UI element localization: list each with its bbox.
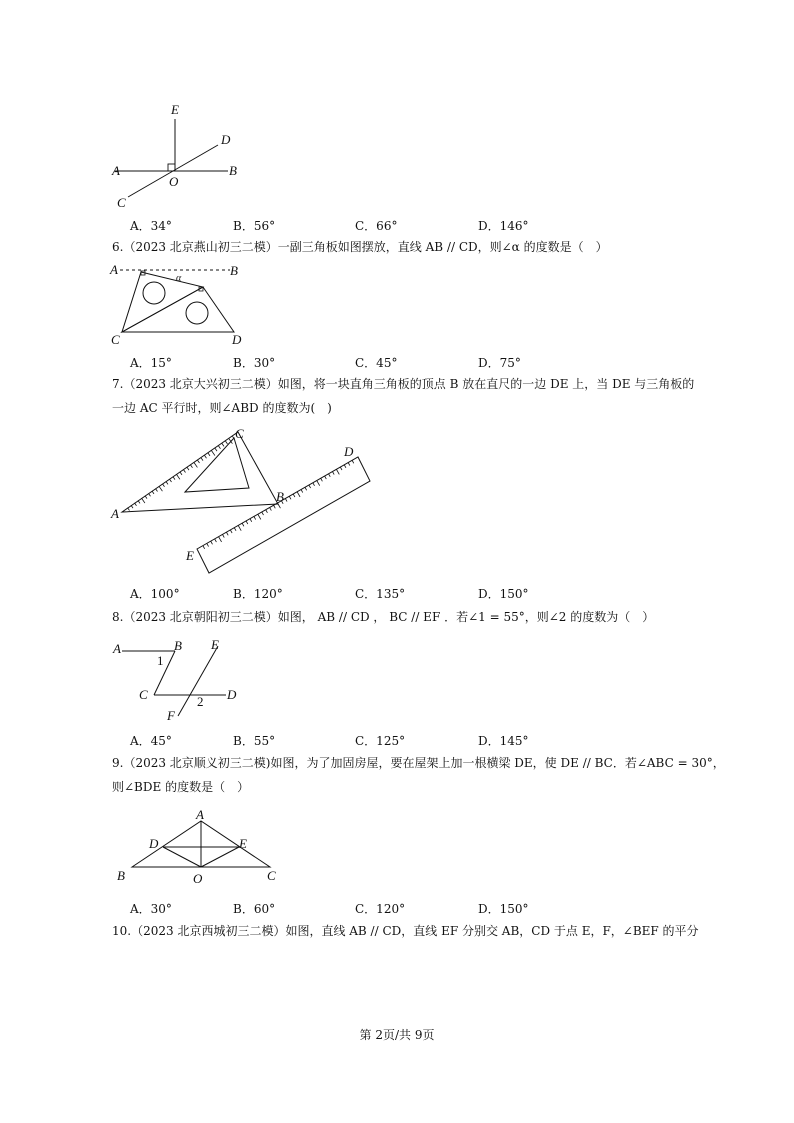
q7-triangle-tick — [184, 470, 186, 473]
q9-option-c[interactable]: C．120° — [355, 902, 406, 916]
q6-option-b[interactable]: B．30° — [233, 356, 276, 370]
q9-label-a: A — [196, 807, 204, 822]
q7-ruler-tick — [234, 528, 236, 531]
q7-ruler-tick — [348, 463, 350, 466]
q7-ruler-tick — [293, 494, 295, 497]
q7-ruler-tick — [329, 474, 331, 477]
q7-label-c: C — [235, 426, 244, 441]
q9-brace-eo — [201, 847, 239, 867]
q7-label-a: A — [111, 506, 119, 521]
q6-label-alpha: α — [176, 273, 182, 284]
q7-ruler-tick — [309, 485, 311, 488]
q7-ruler-tick — [317, 481, 320, 486]
q7-ruler-tick — [305, 487, 307, 490]
q7-triangle-tick — [159, 486, 162, 491]
q8-label-d: D — [227, 687, 237, 702]
q9-text-line-1: 9.（2023 北京顺义初三二模)如图，为了加固房屋，要在屋架上加一根横梁 DE，使 DE // BC．若∠ABC = 30°， — [112, 756, 725, 770]
q5-label-d: D — [221, 132, 231, 147]
q6-label-b: B — [230, 263, 238, 278]
q9-brace-do — [163, 847, 201, 867]
q7-ruler-tick — [340, 467, 342, 470]
q7-triangle-tick — [135, 503, 137, 506]
q7-ruler-tick — [258, 514, 261, 519]
q5-option-d[interactable]: D．146° — [478, 219, 529, 233]
q8-label-e: E — [211, 637, 219, 652]
q9-label-o: O — [193, 871, 203, 886]
q7-triangle-tick — [177, 474, 180, 479]
q7-triangle-tick — [219, 446, 221, 449]
q7-triangle-tick — [149, 493, 151, 496]
q7-triangle-ticks — [128, 436, 235, 510]
q5-label-e: E — [171, 102, 179, 117]
q7-ruler-tick — [238, 526, 241, 531]
q7-text-line-2: 一边 AC 平行时，则∠ABD 的度数为( ) — [112, 401, 332, 415]
q8-option-c[interactable]: C．125° — [355, 734, 406, 748]
q7-ruler-tick — [301, 490, 303, 493]
q7-option-a[interactable]: A．100° — [130, 587, 180, 601]
q8-label-angle-2: 2 — [197, 694, 204, 709]
q7-ruler-tick — [297, 492, 300, 497]
q5-figure — [100, 95, 260, 215]
q5-option-c[interactable]: C．66° — [355, 219, 398, 233]
q8-label-angle-1: 1 — [157, 653, 164, 668]
q7-ruler-tick — [325, 476, 327, 479]
q5-option-b[interactable]: B．56° — [233, 219, 276, 233]
q7-label-e: E — [186, 548, 194, 563]
q6-option-a[interactable]: A．15° — [130, 356, 172, 370]
q8-label-c: C — [139, 687, 148, 702]
q7-ruler-tick — [262, 512, 264, 515]
q7-label-b: B — [276, 489, 284, 504]
q7-ruler-tick — [242, 523, 244, 526]
q7-ruler-tick — [207, 544, 209, 547]
q7-triangle-tick — [142, 498, 145, 503]
q7-ruler-tick — [313, 483, 315, 486]
q7-label-d: D — [344, 444, 354, 459]
q7-ruler-tick — [223, 535, 225, 538]
q7-ruler-tick — [246, 521, 248, 524]
q9-label-c: C — [267, 868, 276, 883]
q6-label-c: C — [111, 332, 120, 347]
q7-triangle-tick — [180, 472, 182, 475]
q9-figure — [108, 806, 283, 891]
q9-label-d: D — [149, 836, 159, 851]
q8-option-b[interactable]: B．55° — [233, 734, 276, 748]
q7-option-d[interactable]: D．150° — [478, 587, 529, 601]
q7-triangle-tick — [198, 460, 200, 463]
q8-figure — [108, 632, 248, 727]
q5-label-a: A — [112, 163, 120, 178]
q7-ruler-ticks — [203, 460, 354, 549]
q6-hole-left — [143, 282, 165, 304]
q7-triangle-tick — [166, 482, 168, 485]
q7-ruler-tick — [332, 472, 334, 475]
q7-ruler-tick — [219, 537, 222, 542]
q5-label-c: C — [117, 195, 126, 210]
q7-triangle-tick — [205, 455, 207, 458]
q7-ruler-tick — [352, 460, 354, 463]
q7-triangle-tick — [187, 467, 189, 470]
q8-label-b: B — [174, 638, 182, 653]
q8-option-d[interactable]: D．145° — [478, 734, 529, 748]
q7-triangle-tick — [212, 451, 215, 456]
q7-ruler-tick — [336, 469, 339, 474]
q7-triangle-tick — [138, 501, 140, 504]
q7-ruler-tick — [254, 517, 256, 520]
q6-label-a: A — [110, 262, 118, 277]
q7-triangle-tick — [156, 489, 158, 492]
q7-ruler-tick — [270, 508, 272, 511]
q7-triangle-tick — [152, 491, 154, 494]
q9-option-b[interactable]: B．60° — [233, 902, 276, 916]
q5-label-o: O — [169, 174, 179, 189]
q6-option-d[interactable]: D．75° — [478, 356, 521, 370]
q5-label-b: B — [229, 163, 237, 178]
q7-triangle-tick — [215, 448, 217, 451]
q7-ruler-tick — [321, 478, 323, 481]
q7-ruler-tick — [203, 546, 205, 549]
q7-ruler-tick — [211, 541, 213, 544]
q6-label-d: D — [232, 332, 242, 347]
q7-triangle-tick — [145, 496, 147, 499]
q7-option-c[interactable]: C．135° — [355, 587, 406, 601]
q7-triangle-tick — [208, 453, 210, 456]
q9-label-e: E — [239, 836, 247, 851]
q7-figure — [108, 420, 373, 585]
q6-hole-right — [186, 302, 208, 324]
q7-option-b[interactable]: B．120° — [233, 587, 283, 601]
q9-option-a[interactable]: A．30° — [130, 902, 172, 916]
page-footer: 第 2页/共 9页 — [359, 1028, 435, 1042]
q7-triangle-outer — [122, 432, 278, 512]
q7-ruler-tick — [215, 539, 217, 542]
q9-label-b: B — [117, 868, 125, 883]
q8-option-a[interactable]: A．45° — [130, 734, 172, 748]
q7-text-line-1: 7.（2023 北京大兴初三二模）如图，将一块直角三角板的顶点 B 放在直尺的一边 DE 上，当 DE 与三角板的 — [112, 377, 695, 391]
q7-ruler-tick — [226, 532, 228, 535]
q9-text-line-2: 则∠BDE 的度数是（ ） — [112, 780, 250, 794]
q7-triangle-tick — [222, 444, 224, 447]
q5-option-a[interactable]: A．34° — [130, 219, 172, 233]
q8-label-f: F — [167, 708, 175, 723]
q7-ruler-tick — [274, 505, 276, 508]
q9-option-d[interactable]: D．150° — [478, 902, 529, 916]
q7-triangle-tick — [201, 458, 203, 461]
q10-text: 10.（2023 北京西城初三二模）如图，直线 AB // CD，直线 EF 分别交 AB，CD 于点 E，F，∠BEF 的平分 — [112, 924, 699, 938]
q7-triangle-tick — [226, 441, 228, 444]
q6-triangle-left — [122, 272, 203, 332]
q8-label-a: A — [113, 641, 121, 656]
q7-ruler-tick — [266, 510, 268, 513]
q7-triangle-tick — [163, 484, 165, 487]
q7-triangle-tick — [194, 463, 197, 468]
q6-text: 6.（2023 北京燕山初三二模）一副三角板如图摆放，直线 AB // CD，则∠α 的度数是（ ） — [112, 240, 608, 254]
q6-figure — [108, 260, 253, 350]
q7-triangle-tick — [173, 477, 175, 480]
q7-ruler-tick — [344, 465, 346, 468]
q8-text: 8.（2023 北京朝阳初三二模）如图， AB // CD ， BC // EF ．若∠1 = 55°，则∠2 的度数为（ ） — [112, 610, 655, 624]
q7-ruler-tick — [230, 530, 232, 533]
q7-ruler — [197, 457, 370, 573]
q7-ruler-tick — [289, 496, 291, 499]
q7-ruler-tick — [285, 499, 287, 502]
q7-triangle-tick — [170, 479, 172, 482]
q7-triangle-tick — [191, 465, 193, 468]
q6-option-c[interactable]: C．45° — [355, 356, 398, 370]
q6-triangle-right — [122, 287, 234, 332]
q7-ruler-tick — [250, 519, 252, 522]
